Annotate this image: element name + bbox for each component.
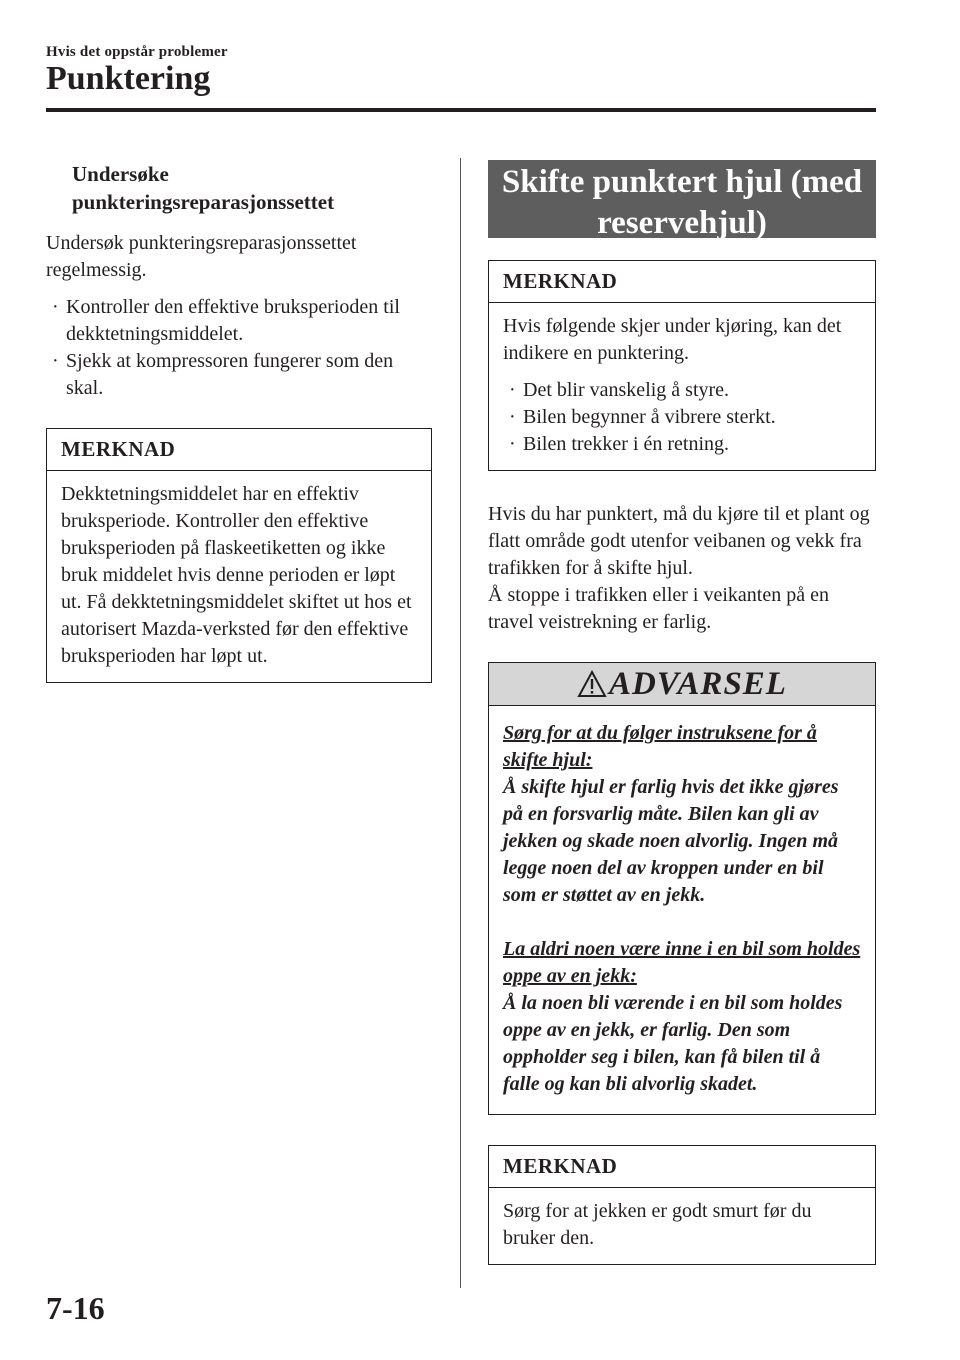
warning-header xyxy=(489,663,875,706)
banner-line-1: Skifte punktert hjul (med xyxy=(501,164,863,200)
list-item-text: Det blir vanskelig å styre. xyxy=(523,379,730,401)
note-box xyxy=(488,260,876,471)
left-column xyxy=(46,160,432,683)
bullet-icon: · xyxy=(52,296,59,318)
page-number: 7-16 xyxy=(46,1290,105,1326)
banner-line-2: reservehjul) xyxy=(597,205,767,241)
list-item xyxy=(46,294,432,348)
note-text: Hvis følgende skjer under kjøring, kan det indikere en punktering. xyxy=(503,315,842,364)
subheading-line-1: Undersøke xyxy=(72,162,169,186)
warning-content xyxy=(489,706,875,1114)
note-heading: MERKNAD xyxy=(489,1146,875,1188)
warning-triangle-icon xyxy=(577,670,607,698)
note-heading: MERKNAD xyxy=(47,429,431,471)
subheading xyxy=(72,160,432,216)
warning-subheading: Sørg for at du følger instruksene for å skifte hjul: xyxy=(503,722,817,771)
section-label: Hvis det oppstår problemer xyxy=(46,44,228,60)
list-item-text: Kontroller den effektive bruksperioden til dekktetningsmiddelet. xyxy=(66,296,400,345)
note-text: Dekktetningsmiddelet har en effektiv bruksperiode. Kontroller den effektive bruksperioden på flaskeetiketten og ikke bruk middelet hvis denne perioden er løpt ut. Få dekktetningsmiddelet skiftet ut hos et autorisert Mazda-verksted før den effektive bruksperioden har løpt ut. xyxy=(61,483,412,667)
right-column xyxy=(488,160,876,1265)
list-item-text: Sjekk at kompressoren fungerer som den skal. xyxy=(66,350,394,399)
subheading-line-2: punkteringsreparasjonssettet xyxy=(72,190,335,214)
section-banner xyxy=(488,160,876,241)
note-text: Sørg for at jekken er godt smurt før du bruker den. xyxy=(503,1200,812,1249)
note-box xyxy=(488,1145,876,1265)
body-paragraph: Hvis du har punktert, må du kjøre til et plant og flatt område godt utenfor veibanen og vekk fra trafikken for å skifte hjul. xyxy=(488,503,870,579)
list-item-text: Bilen trekker i én retning. xyxy=(523,433,730,455)
note-content xyxy=(489,303,875,470)
bullet-icon: · xyxy=(509,406,516,428)
header-rule xyxy=(46,108,876,112)
warning-heading: ADVARSEL xyxy=(609,665,787,702)
warning-subheading: La aldri noen være inne i en bil som holdes oppe av en jekk: xyxy=(503,938,861,987)
warning-box xyxy=(488,662,876,1115)
list-item xyxy=(46,348,432,402)
note-heading: MERKNAD xyxy=(489,261,875,303)
bullet-icon: · xyxy=(509,379,516,401)
spacer xyxy=(503,909,861,936)
warning-text: Å la noen bli værende i en bil som holdes oppe av en jekk, er farlig. Den som oppholder seg i bilen, kan få bilen til å falle og kan bli alvorlig skadet. xyxy=(503,992,843,1095)
page-title: Punktering xyxy=(46,60,211,97)
bullet-list xyxy=(503,377,861,458)
body-paragraph: Å stoppe i trafikken eller i veikanten på en travel veistrekning er farlig. xyxy=(488,584,829,633)
list-item xyxy=(503,431,861,458)
list-item xyxy=(503,404,861,431)
warning-text: Å skifte hjul er farlig hvis det ikke gjøres på en forsvarlig måte. Bilen kan gli av jekken og skade noen alvorlig. Ingen må legge noen del av kroppen under en bil som er støttet av en jekk. xyxy=(503,776,839,906)
list-item xyxy=(503,377,861,404)
column-divider xyxy=(460,158,461,1288)
bullet-list xyxy=(46,294,432,402)
intro-paragraph: Undersøk punkteringsreparasjonssettet regelmessig. xyxy=(46,232,357,281)
bullet-icon: · xyxy=(509,433,516,455)
list-item-text: Bilen begynner å vibrere sterkt. xyxy=(523,406,776,428)
note-box xyxy=(46,428,432,683)
bullet-icon: · xyxy=(52,350,59,372)
